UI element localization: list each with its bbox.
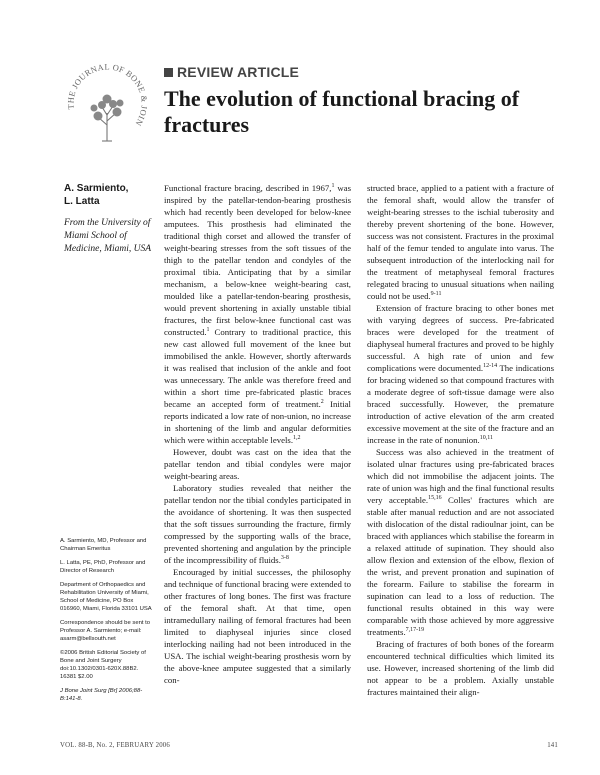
section-label [164, 64, 299, 80]
sidenote-copyright: ©2006 British Editorial Society of Bone and Joint Surgery doi:10.1302/0301-620X.88B2. 16381 $2.00 [60, 650, 146, 680]
page-number: 141 [547, 742, 558, 749]
section-square-icon [164, 68, 173, 77]
author-affiliation: From the University of Miami School of Medicine, Miami, USA [64, 218, 152, 254]
sidenote-department: Department of Orthopaedics and Rehabilitation University of Miami, School of Medicine, PO Box 016960, Miami, Florida 33101 USA [60, 582, 152, 612]
sidenote-author2: L. Latta, PE, PhD, Professor and Director of Research [60, 560, 146, 574]
footer-volume: VOL. 88-B, No. 2, FEBRUARY 2006 [60, 742, 170, 749]
svg-text:THE JOURNAL OF BONE & JOINT SU [60, 55, 149, 127]
section-label-text: REVIEW ARTICLE [177, 64, 300, 80]
journal-logo-text: THE JOURNAL OF BONE & JOIN [66, 62, 149, 128]
body-paragraph: Success was also achieved in the treatment of isolated ulnar fractures using pre-fabricated braces which did not immobilise the adjacent joints. The rate of union was high and the final functional results very acceptable.$^{15,16}$ Colles' fractures which are stable after manual reduction and are not associated with dislocation of the distal radioulnar joint, can be braced with appliances which stabilise the forearm in a relaxed attitude of supination. They should also allow flexion and extension of the elbow, flexion of the wrist, and prevent pronation and supination of the forearm. Failure to stabilise the forearm in supination can lead to a loss of reduction. The functional results obtained in this way were comparable with those achieved by more aggressive treatments.$^{7,17-19}$ [367, 447, 554, 637]
sidenote-citation: J Bone Joint Surg [Br] 2006;88-B:141-8. [60, 688, 143, 702]
journal-seal-icon [60, 55, 155, 150]
body-paragraph: structed brace, applied to a patient with a fracture of the femoral shaft, would allow the transfer of weight-bearing stresses to the ischial tuberosity and thereby prevent shortening of the bone. However, success was not consistent. Fractures in the proximal half of the femur tended to angulate into varus. The subsequent introduction of the interlocking nail for the treatment of metaphyseal femoral fractures relegated bracing to unusual situations when nailing could not be used.$^{9-11}$ [367, 183, 554, 301]
body-column-1 [164, 182, 351, 757]
page-footer [60, 742, 558, 749]
body-paragraph: Extension of fracture bracing to other bones met with varying degrees of success. Pre-fabricated braces were developed for the treatment of diaphyseal humeral fractures and proved to be highly successful. A high rate of union and few complications were documented.$^{12-14}$ The indications for bracing widened so that compound fractures with a moderate degree of soft-tissue damage were also braced successfully. However, the premature introduction of active elevation of the arm created excessive movement at the site of the fracture and an increase in the rate of nonunion.$^{10,11}$ [367, 303, 554, 445]
author-1: A. Sarmiento, [64, 183, 129, 194]
sidenote-author1: A. Sarmiento, MD, Professor and Chairman Emeritus [60, 538, 147, 552]
side-notes [60, 537, 156, 709]
article-title: The evolution of functional bracing of fractures [164, 86, 520, 137]
author-2: L. Latta [64, 196, 100, 207]
body-paragraph: Functional fracture bracing, described in 1967,$^1$ was inspired by the patellar-tendon-bearing prosthesis which had recently been developed for below-knee amputees. This prosthesis had eliminated the traditional thigh corset and allowed the transfer of weight-bearing stresses from the soft tissues of the thigh to the patellar tendon and condyles of the proximal tibia. Anticipating that by a similar mechanism, a below-knee weight-bearing cast, moulded like a patellar-tendon-bearing prosthesis, would prevent shortening in axially unstable tibial fractures, the first below-knee functional cast was constructed.$^1$ Contrary to traditional practice, this new cast allowed full movement of the knee but immobilised the ankle. However, shortly afterwards it was realised that inclusion of the ankle and foot was unnecessary. The ankle was therefore freed and within a short time pre-fabricated plastic braces became an accepted form of treatment.$^2$ Initial reports indicated a low rate of non-union, no increase in shortening of the limb and angular deformities which were within acceptable levels.$^{1,2}$ [164, 183, 351, 445]
body-column-2 [367, 182, 554, 757]
body-paragraph: Encouraged by initial successes, the philosophy and technique of functional bracing were extended to other fractures of long bones. The first was fracture of the femoral shaft. At that time, open intramedullary nailing of femoral fractures had been limited to diaphyseal injuries since closed interlocking nailing had not been introduced in the USA. The ischial weight-bearing prosthesis worn by the above-knee amputee suggested that a similarly con- [164, 567, 351, 685]
body-paragraph: However, doubt was cast on the idea that the patellar tendon and tibial condyles were major weight-bearing areas. [164, 447, 351, 481]
journal-logo [60, 55, 155, 150]
body-paragraph: Bracing of fractures of both bones of the forearm encountered technical difficulties which limited its use. However, increased shortening of the limb did not appear to be a problem. Axially unstable fractures maintained their align- [367, 639, 554, 697]
sidenote-correspondence: Correspondence should be sent to Professor A. Sarmiento; e-mail: asarm@bellsouth.net [60, 620, 151, 642]
author-names [64, 182, 156, 208]
body-paragraph: Laboratory studies revealed that neither the patellar tendon nor the tibial condyles participated in the avoidance of shortening. It was then suspected that the soft tissues surrounding the fracture, firmly compressed by the supporting walls of the brace, prevented shortening and angulation by the principle of the incompressibility of fluids.$^{3-8}$ [164, 483, 351, 565]
